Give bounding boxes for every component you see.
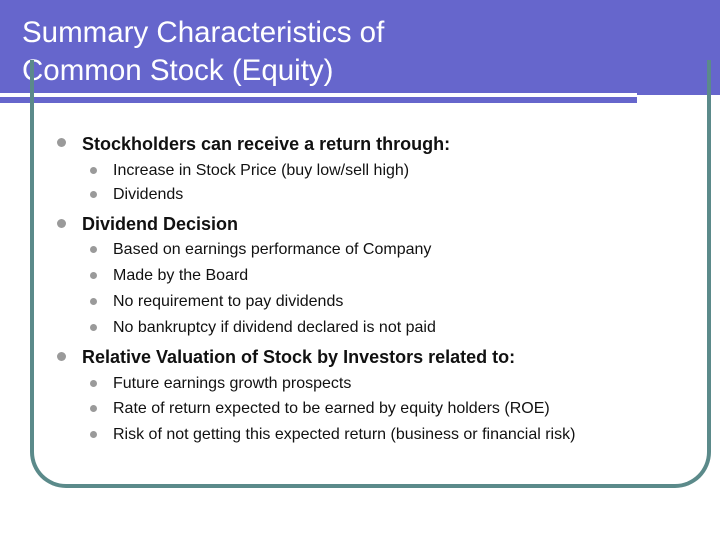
sub-bullet-item: Increase in Stock Price (buy low/sell high): [113, 162, 410, 179]
sub-bullet-item: Rate of return expected to be earned by equity holders (ROE): [113, 400, 550, 417]
sub-bullet-item: Dividends: [113, 186, 184, 203]
sub-bullet-item: No requirement to pay dividends: [113, 293, 344, 310]
sub-bullet-item: Risk of not getting this expected return (business or financial risk): [113, 426, 576, 443]
sub-bullet-dot-icon: [90, 167, 97, 174]
bullet-item: Stockholders can receive a return through:: [82, 134, 451, 154]
slide-title-line-1: Summary Characteristics of: [22, 16, 385, 49]
bullet-item: Relative Valuation of Stock by Investors related to:: [82, 347, 516, 367]
sub-bullet-dot-icon: [90, 324, 97, 331]
sub-bullet-dot-icon: [90, 191, 97, 198]
sub-bullet-dot-icon: [90, 298, 97, 305]
sub-bullet-item: Made by the Board: [113, 267, 249, 284]
sub-bullet-item: No bankruptcy if dividend declared is not paid: [113, 319, 436, 336]
sub-bullet-dot-icon: [90, 380, 97, 387]
sub-bullet-dot-icon: [90, 431, 97, 438]
bullet-dot-icon: [57, 219, 66, 228]
bullet-dot-icon: [57, 138, 66, 147]
slide-title-line-2: Common Stock (Equity): [22, 54, 334, 87]
sub-bullet-dot-icon: [90, 405, 97, 412]
bullet-dot-icon: [57, 352, 66, 361]
sub-bullet-dot-icon: [90, 246, 97, 253]
sub-bullet-dot-icon: [90, 272, 97, 279]
bullet-item: Dividend Decision: [82, 214, 239, 234]
sub-bullet-item: Future earnings growth prospects: [113, 375, 352, 392]
sub-bullet-item: Based on earnings performance of Company: [113, 241, 432, 258]
